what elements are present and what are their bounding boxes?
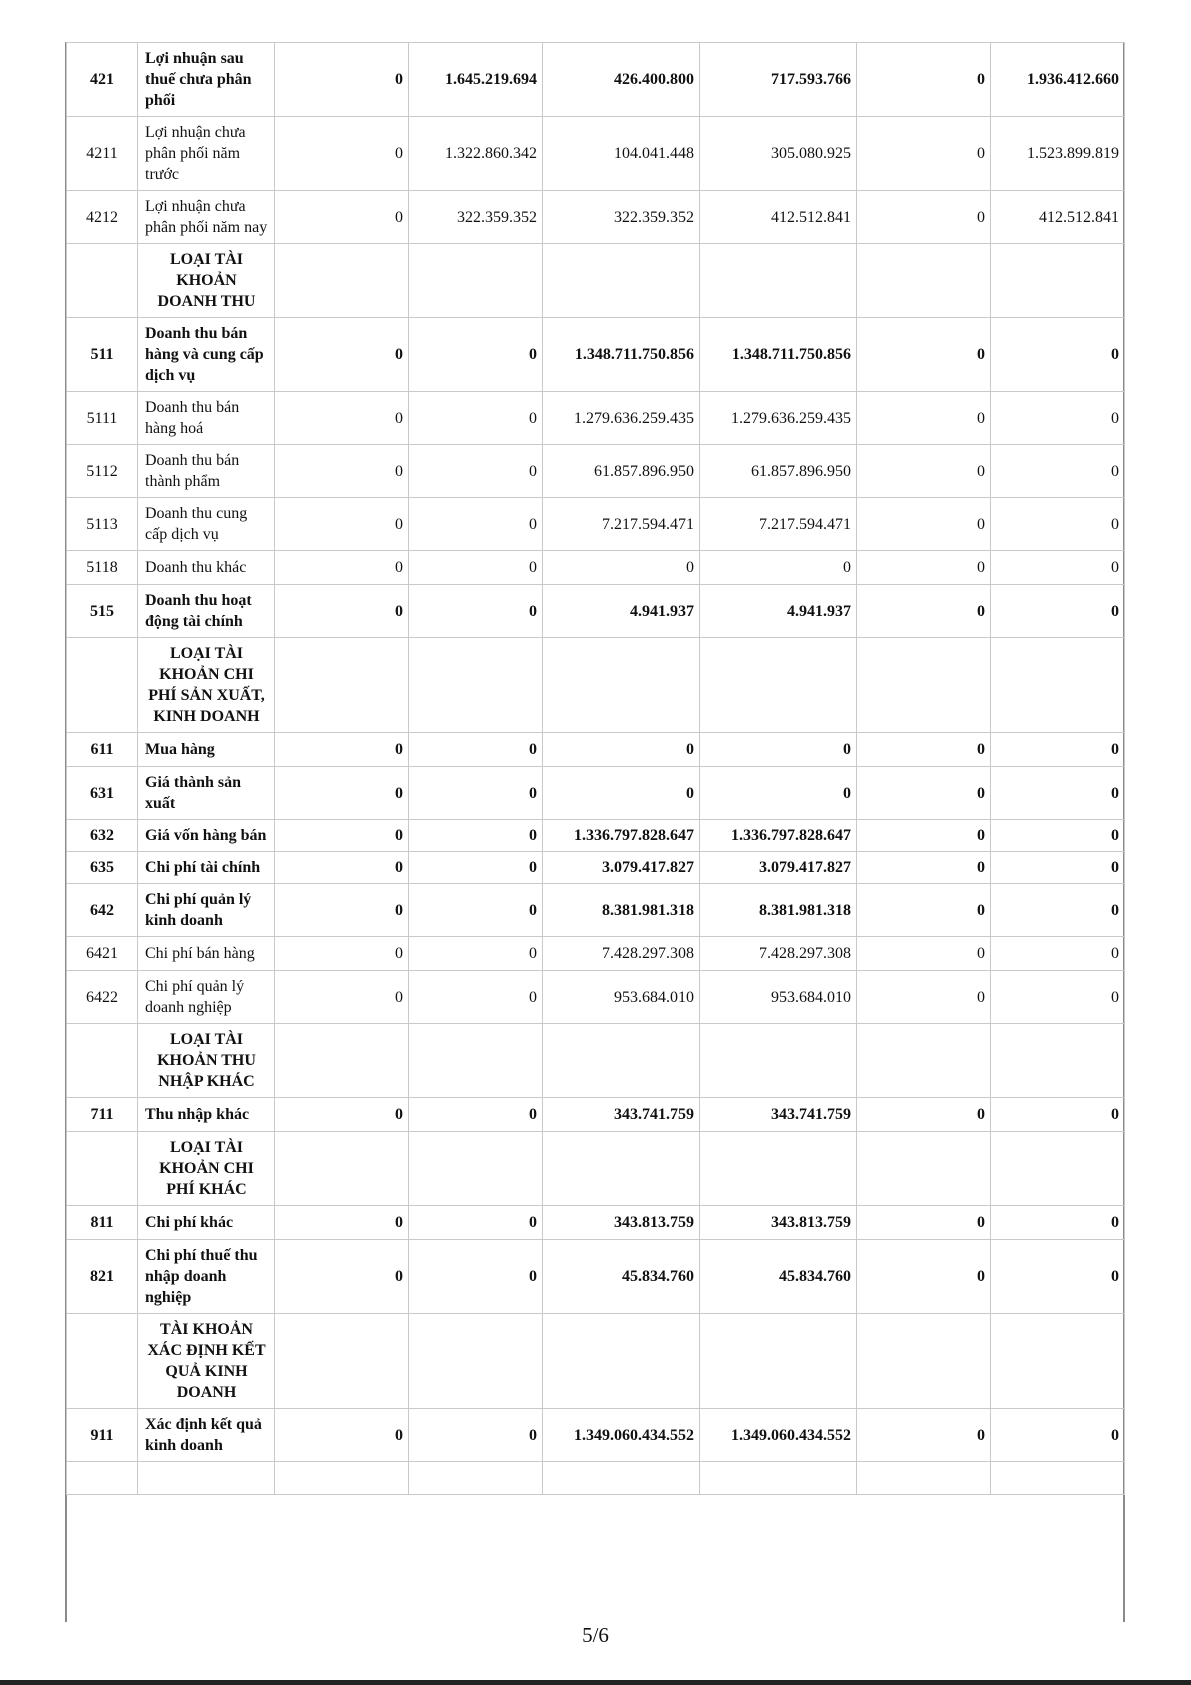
- section-header-row: [67, 1024, 1125, 1098]
- amount-cell: 953.684.010: [700, 971, 857, 1024]
- table-row: [67, 551, 1125, 585]
- amount-cell: 0: [275, 852, 409, 884]
- amount-cell: [700, 244, 857, 318]
- amount-cell: 1.936.412.660: [991, 43, 1125, 117]
- amount-cell: 0: [543, 733, 700, 767]
- account-name: Doanh thu hoạt động tài chính: [138, 585, 275, 638]
- section-title: LOẠI TÀI KHOẢN DOANH THU: [138, 244, 275, 318]
- amount-cell: 0: [857, 733, 991, 767]
- table-row: [67, 392, 1125, 445]
- table-row: [67, 733, 1125, 767]
- amount-cell: 343.741.759: [700, 1098, 857, 1132]
- account-name: Chi phí tài chính: [138, 852, 275, 884]
- amount-cell: [857, 638, 991, 733]
- amount-cell: 322.359.352: [543, 191, 700, 244]
- empty-cell: [700, 1462, 857, 1495]
- amount-cell: 61.857.896.950: [543, 445, 700, 498]
- account-name: Lợi nhuận chưa phân phối năm nay: [138, 191, 275, 244]
- amount-cell: 0: [857, 1206, 991, 1240]
- section-header-row: [67, 244, 1125, 318]
- amount-cell: 0: [275, 767, 409, 820]
- amount-cell: 0: [991, 884, 1125, 937]
- amount-cell: 0: [857, 551, 991, 585]
- amount-cell: 0: [275, 1240, 409, 1314]
- amount-cell: [409, 1132, 543, 1206]
- section-header-row: [67, 1132, 1125, 1206]
- account-name: Lợi nhuận sau thuế chưa phân phối: [138, 43, 275, 117]
- amount-cell: 0: [700, 733, 857, 767]
- amount-cell: 0: [409, 767, 543, 820]
- account-code: [67, 638, 138, 733]
- amount-cell: 0: [991, 1098, 1125, 1132]
- amount-cell: 0: [991, 551, 1125, 585]
- amount-cell: 0: [991, 820, 1125, 852]
- amount-cell: [857, 1314, 991, 1409]
- table-row: [67, 1240, 1125, 1314]
- amount-cell: 0: [857, 191, 991, 244]
- amount-cell: 0: [409, 445, 543, 498]
- amount-cell: 1.348.711.750.856: [543, 318, 700, 392]
- amount-cell: [857, 1024, 991, 1098]
- amount-cell: 0: [275, 1409, 409, 1462]
- account-code: 5113: [67, 498, 138, 551]
- amount-cell: 0: [275, 971, 409, 1024]
- account-code: [67, 1132, 138, 1206]
- amount-cell: 104.041.448: [543, 117, 700, 191]
- amount-cell: 0: [857, 498, 991, 551]
- amount-cell: 0: [275, 551, 409, 585]
- amount-cell: 0: [857, 1098, 991, 1132]
- empty-row: [67, 1462, 1125, 1495]
- table-row: [67, 585, 1125, 638]
- account-code: 632: [67, 820, 138, 852]
- amount-cell: 0: [991, 585, 1125, 638]
- amount-cell: 0: [991, 1240, 1125, 1314]
- account-name: Doanh thu bán hàng hoá: [138, 392, 275, 445]
- amount-cell: [700, 1314, 857, 1409]
- amount-cell: 0: [275, 43, 409, 117]
- amount-cell: [409, 1314, 543, 1409]
- amount-cell: 343.813.759: [700, 1206, 857, 1240]
- amount-cell: [991, 638, 1125, 733]
- amount-cell: [700, 1132, 857, 1206]
- amount-cell: [275, 1024, 409, 1098]
- amount-cell: 7.428.297.308: [543, 937, 700, 971]
- amount-cell: 412.512.841: [700, 191, 857, 244]
- amount-cell: 0: [275, 445, 409, 498]
- account-name: Mua hàng: [138, 733, 275, 767]
- table-row: [67, 445, 1125, 498]
- account-code: 642: [67, 884, 138, 937]
- account-code: 5112: [67, 445, 138, 498]
- account-code: [67, 244, 138, 318]
- amount-cell: 0: [409, 551, 543, 585]
- amount-cell: 305.080.925: [700, 117, 857, 191]
- table-row: [67, 1098, 1125, 1132]
- amount-cell: 0: [991, 852, 1125, 884]
- amount-cell: 0: [275, 117, 409, 191]
- table-row: [67, 1206, 1125, 1240]
- amount-cell: 0: [409, 392, 543, 445]
- amount-cell: 0: [409, 852, 543, 884]
- amount-cell: 0: [700, 767, 857, 820]
- amount-cell: 0: [275, 392, 409, 445]
- amount-cell: 1.349.060.434.552: [700, 1409, 857, 1462]
- amount-cell: 0: [409, 733, 543, 767]
- account-code: [67, 1024, 138, 1098]
- account-code: 4211: [67, 117, 138, 191]
- empty-cell: [543, 1462, 700, 1495]
- empty-cell: [138, 1462, 275, 1495]
- amount-cell: 0: [857, 392, 991, 445]
- amount-cell: 0: [409, 1206, 543, 1240]
- amount-cell: 61.857.896.950: [700, 445, 857, 498]
- amount-cell: [700, 1024, 857, 1098]
- empty-cell: [857, 1462, 991, 1495]
- amount-cell: 4.941.937: [700, 585, 857, 638]
- amount-cell: [991, 1024, 1125, 1098]
- trial-balance-table: [66, 42, 1125, 1495]
- page-number: 5/6: [582, 1623, 609, 1647]
- amount-cell: [543, 638, 700, 733]
- amount-cell: 7.217.594.471: [543, 498, 700, 551]
- amount-cell: [275, 638, 409, 733]
- account-code: 511: [67, 318, 138, 392]
- amount-cell: 0: [275, 498, 409, 551]
- amount-cell: 953.684.010: [543, 971, 700, 1024]
- account-code: 821: [67, 1240, 138, 1314]
- amount-cell: 412.512.841: [991, 191, 1125, 244]
- amount-cell: 0: [857, 820, 991, 852]
- account-code: 631: [67, 767, 138, 820]
- amount-cell: 0: [275, 884, 409, 937]
- table-row: [67, 318, 1125, 392]
- account-name: Chi phí thuế thu nhập doanh nghiệp: [138, 1240, 275, 1314]
- amount-cell: 1.645.219.694: [409, 43, 543, 117]
- amount-cell: [700, 638, 857, 733]
- amount-cell: 0: [991, 318, 1125, 392]
- amount-cell: 0: [857, 971, 991, 1024]
- amount-cell: 0: [991, 445, 1125, 498]
- amount-cell: 1.336.797.828.647: [700, 820, 857, 852]
- amount-cell: 0: [409, 937, 543, 971]
- account-code: 5111: [67, 392, 138, 445]
- account-name: Xác định kết quả kinh doanh: [138, 1409, 275, 1462]
- table-row: [67, 117, 1125, 191]
- account-name: Chi phí bán hàng: [138, 937, 275, 971]
- amount-cell: 0: [275, 1206, 409, 1240]
- amount-cell: 0: [991, 971, 1125, 1024]
- amount-cell: [543, 1024, 700, 1098]
- table-row: [67, 191, 1125, 244]
- amount-cell: 0: [275, 937, 409, 971]
- amount-cell: [275, 244, 409, 318]
- account-code: 711: [67, 1098, 138, 1132]
- section-header-row: [67, 638, 1125, 733]
- section-title: LOẠI TÀI KHOẢN CHI PHÍ SẢN XUẤT, KINH DOANH: [138, 638, 275, 733]
- amount-cell: 0: [857, 937, 991, 971]
- account-code: 421: [67, 43, 138, 117]
- amount-cell: [991, 1314, 1125, 1409]
- account-code: 6422: [67, 971, 138, 1024]
- amount-cell: 0: [857, 852, 991, 884]
- amount-cell: 0: [409, 1098, 543, 1132]
- amount-cell: 1.279.636.259.435: [700, 392, 857, 445]
- amount-cell: 426.400.800: [543, 43, 700, 117]
- section-header-row: [67, 1314, 1125, 1409]
- amount-cell: 0: [275, 1098, 409, 1132]
- table-body: [67, 43, 1125, 1495]
- amount-cell: 0: [991, 767, 1125, 820]
- amount-cell: 45.834.760: [700, 1240, 857, 1314]
- amount-cell: 0: [275, 585, 409, 638]
- amount-cell: 1.336.797.828.647: [543, 820, 700, 852]
- account-name: Lợi nhuận chưa phân phối năm trước: [138, 117, 275, 191]
- empty-cell: [409, 1462, 543, 1495]
- amount-cell: 0: [275, 318, 409, 392]
- account-name: Doanh thu bán thành phẩm: [138, 445, 275, 498]
- amount-cell: 0: [409, 884, 543, 937]
- amount-cell: [275, 1132, 409, 1206]
- account-code: [67, 1314, 138, 1409]
- amount-cell: 0: [543, 551, 700, 585]
- account-code: 635: [67, 852, 138, 884]
- amount-cell: 8.381.981.318: [543, 884, 700, 937]
- amount-cell: 0: [409, 318, 543, 392]
- account-code: 811: [67, 1206, 138, 1240]
- amount-cell: 7.428.297.308: [700, 937, 857, 971]
- amount-cell: 45.834.760: [543, 1240, 700, 1314]
- table-row: [67, 937, 1125, 971]
- amount-cell: 1.348.711.750.856: [700, 318, 857, 392]
- account-name: Chi phí quản lý doanh nghiệp: [138, 971, 275, 1024]
- amount-cell: 0: [275, 191, 409, 244]
- amount-cell: 0: [991, 498, 1125, 551]
- empty-cell: [991, 1462, 1125, 1495]
- trial-balance-sheet: [66, 42, 1124, 1495]
- table-row: [67, 43, 1125, 117]
- amount-cell: 0: [543, 767, 700, 820]
- table-row: [67, 852, 1125, 884]
- table-row: [67, 971, 1125, 1024]
- amount-cell: 1.279.636.259.435: [543, 392, 700, 445]
- amount-cell: 0: [857, 318, 991, 392]
- section-title: TÀI KHOẢN XÁC ĐỊNH KẾT QUẢ KINH DOANH: [138, 1314, 275, 1409]
- account-code: 515: [67, 585, 138, 638]
- amount-cell: 4.941.937: [543, 585, 700, 638]
- amount-cell: 0: [275, 820, 409, 852]
- amount-cell: [991, 1132, 1125, 1206]
- bottom-bar: [0, 1680, 1191, 1685]
- account-name: Giá vốn hàng bán: [138, 820, 275, 852]
- amount-cell: 1.322.860.342: [409, 117, 543, 191]
- table-row: [67, 767, 1125, 820]
- amount-cell: 0: [409, 1409, 543, 1462]
- amount-cell: 3.079.417.827: [700, 852, 857, 884]
- amount-cell: 0: [275, 733, 409, 767]
- section-title: LOẠI TÀI KHOẢN THU NHẬP KHÁC: [138, 1024, 275, 1098]
- empty-cell: [67, 1462, 138, 1495]
- amount-cell: 0: [991, 1409, 1125, 1462]
- amount-cell: [409, 244, 543, 318]
- amount-cell: 0: [409, 585, 543, 638]
- account-name: Doanh thu cung cấp dịch vụ: [138, 498, 275, 551]
- amount-cell: 0: [857, 884, 991, 937]
- amount-cell: 0: [700, 551, 857, 585]
- amount-cell: [543, 1132, 700, 1206]
- account-name: Doanh thu khác: [138, 551, 275, 585]
- account-name: Thu nhập khác: [138, 1098, 275, 1132]
- amount-cell: 0: [409, 971, 543, 1024]
- account-code: 5118: [67, 551, 138, 585]
- amount-cell: [275, 1314, 409, 1409]
- amount-cell: [543, 1314, 700, 1409]
- amount-cell: [543, 244, 700, 318]
- table-row: [67, 498, 1125, 551]
- amount-cell: 0: [857, 1240, 991, 1314]
- amount-cell: 0: [991, 733, 1125, 767]
- account-name: Chi phí quản lý kinh doanh: [138, 884, 275, 937]
- amount-cell: [409, 1024, 543, 1098]
- amount-cell: 343.741.759: [543, 1098, 700, 1132]
- amount-cell: 322.359.352: [409, 191, 543, 244]
- account-code: 611: [67, 733, 138, 767]
- table-row: [67, 1409, 1125, 1462]
- account-name: Chi phí khác: [138, 1206, 275, 1240]
- account-code: 4212: [67, 191, 138, 244]
- amount-cell: 0: [991, 937, 1125, 971]
- account-name: Doanh thu bán hàng và cung cấp dịch vụ: [138, 318, 275, 392]
- amount-cell: 0: [857, 767, 991, 820]
- amount-cell: 343.813.759: [543, 1206, 700, 1240]
- amount-cell: 7.217.594.471: [700, 498, 857, 551]
- amount-cell: 717.593.766: [700, 43, 857, 117]
- amount-cell: [991, 244, 1125, 318]
- account-name: Giá thành sản xuất: [138, 767, 275, 820]
- table-row: [67, 820, 1125, 852]
- amount-cell: [409, 638, 543, 733]
- amount-cell: [857, 1132, 991, 1206]
- amount-cell: 0: [409, 820, 543, 852]
- amount-cell: 0: [857, 1409, 991, 1462]
- amount-cell: 0: [991, 1206, 1125, 1240]
- account-code: 911: [67, 1409, 138, 1462]
- amount-cell: 0: [857, 585, 991, 638]
- amount-cell: 1.523.899.819: [991, 117, 1125, 191]
- amount-cell: 0: [857, 117, 991, 191]
- amount-cell: [857, 244, 991, 318]
- amount-cell: 0: [857, 43, 991, 117]
- amount-cell: 0: [409, 1240, 543, 1314]
- amount-cell: 1.349.060.434.552: [543, 1409, 700, 1462]
- table-row: [67, 884, 1125, 937]
- amount-cell: 0: [857, 445, 991, 498]
- amount-cell: 8.381.981.318: [700, 884, 857, 937]
- account-code: 6421: [67, 937, 138, 971]
- empty-cell: [275, 1462, 409, 1495]
- amount-cell: 3.079.417.827: [543, 852, 700, 884]
- amount-cell: 0: [991, 392, 1125, 445]
- section-title: LOẠI TÀI KHOẢN CHI PHÍ KHÁC: [138, 1132, 275, 1206]
- amount-cell: 0: [409, 498, 543, 551]
